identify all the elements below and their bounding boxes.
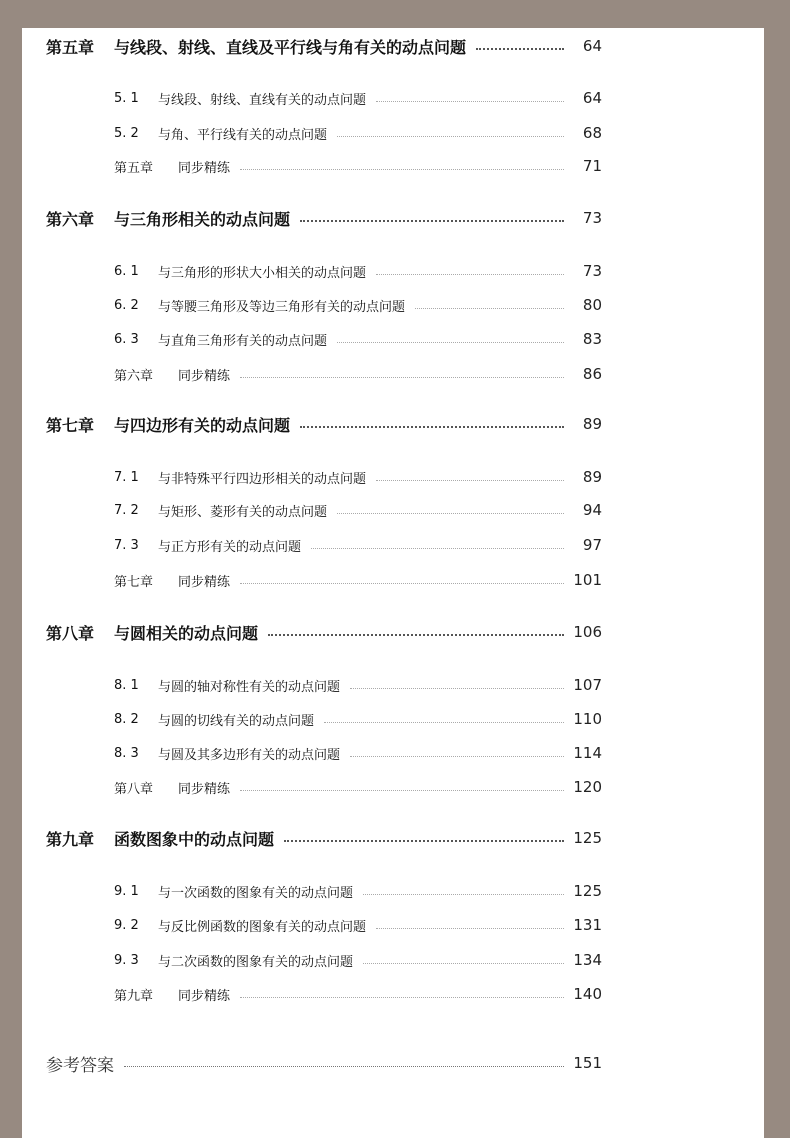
section-number: 8. 3	[114, 745, 139, 761]
section-number: 6. 1	[114, 263, 139, 279]
page-number: 73	[582, 262, 602, 280]
section-entry[interactable]	[114, 880, 602, 902]
section-title: 与线段、射线、直线有关的动点问题	[158, 92, 367, 108]
page-number: 106	[573, 623, 602, 641]
dot-leader	[240, 997, 564, 998]
chapter-title: 与线段、射线、直线及平行线与角有关的动点问题	[114, 37, 467, 57]
practice-title: 同步精练	[178, 781, 231, 797]
section-number: 7. 1	[114, 469, 139, 485]
section-entry[interactable]	[114, 260, 602, 282]
section-number: 9. 2	[114, 917, 139, 933]
page-number: 73	[582, 209, 602, 227]
chapter-title: 与圆相关的动点问题	[114, 623, 259, 643]
section-entry[interactable]	[114, 708, 602, 730]
page-number: 114	[573, 744, 602, 762]
page-number: 89	[582, 468, 602, 486]
section-number: 5. 1	[114, 90, 139, 106]
dot-leader	[324, 722, 564, 723]
dot-leader	[300, 426, 564, 428]
section-entry[interactable]	[114, 914, 602, 936]
practice-title: 同步精练	[178, 160, 231, 176]
practice-entry[interactable]	[114, 569, 602, 591]
chapter-number: 第五章	[46, 37, 95, 57]
section-entry[interactable]	[114, 949, 602, 971]
section-title: 与圆及其多边形有关的动点问题	[158, 747, 341, 763]
chapter-number: 第七章	[46, 415, 95, 435]
section-title: 与一次函数的图象有关的动点问题	[158, 885, 354, 901]
dot-leader	[284, 840, 564, 842]
page-number: 140	[573, 985, 602, 1003]
dot-leader	[376, 480, 564, 481]
toc-page	[22, 28, 764, 1138]
dot-leader	[476, 48, 564, 50]
chapter-number: 第九章	[46, 829, 95, 849]
dot-leader	[350, 688, 564, 689]
dot-leader	[240, 583, 564, 584]
page-number: 68	[582, 124, 602, 142]
dot-leader	[124, 1066, 564, 1067]
dot-leader	[363, 963, 564, 964]
dot-leader	[240, 169, 564, 170]
section-number: 7. 3	[114, 537, 139, 553]
section-title: 与圆的轴对称性有关的动点问题	[158, 679, 341, 695]
chapter-number: 第六章	[46, 209, 95, 229]
section-number: 6. 2	[114, 297, 139, 313]
dot-leader	[415, 308, 564, 309]
page-number: 120	[573, 778, 602, 796]
section-number: 9. 3	[114, 952, 139, 968]
section-title: 与直角三角形有关的动点问题	[158, 333, 328, 349]
section-title: 与等腰三角形及等边三角形有关的动点问题	[158, 299, 406, 315]
page-number: 110	[573, 710, 602, 728]
page-number: 97	[582, 536, 602, 554]
chapter-entry[interactable]	[46, 621, 602, 643]
page-number: 125	[573, 829, 602, 847]
page-number: 89	[582, 415, 602, 433]
dot-leader	[337, 136, 564, 137]
answers-entry[interactable]	[46, 1052, 602, 1074]
practice-chapter-label: 第七章	[114, 574, 154, 590]
page-number: 94	[582, 501, 602, 519]
dot-leader	[337, 342, 564, 343]
page-number: 64	[582, 37, 602, 55]
section-title: 与非特殊平行四边形相关的动点问题	[158, 471, 367, 487]
answers-title: 参考答案	[46, 1055, 114, 1076]
page-number: 83	[582, 330, 602, 348]
section-number: 9. 1	[114, 883, 139, 899]
dot-leader	[376, 101, 564, 102]
practice-chapter-label: 第九章	[114, 988, 154, 1004]
page-number: 80	[582, 296, 602, 314]
section-number: 8. 1	[114, 677, 139, 693]
dot-leader	[300, 220, 564, 222]
chapter-title: 函数图象中的动点问题	[114, 829, 275, 849]
section-title: 与反比例函数的图象有关的动点问题	[158, 919, 367, 935]
practice-title: 同步精练	[178, 574, 231, 590]
practice-chapter-label: 第六章	[114, 368, 154, 384]
section-title: 与角、平行线有关的动点问题	[158, 127, 328, 143]
page-number: 107	[573, 676, 602, 694]
section-title: 与二次函数的图象有关的动点问题	[158, 954, 354, 970]
chapter-title: 与四边形有关的动点问题	[114, 415, 291, 435]
practice-title: 同步精练	[178, 988, 231, 1004]
page-number: 71	[582, 157, 602, 175]
practice-chapter-label: 第五章	[114, 160, 154, 176]
chapter-entry[interactable]	[46, 35, 602, 57]
practice-entry[interactable]	[114, 363, 602, 385]
chapter-title: 与三角形相关的动点问题	[114, 209, 291, 229]
dot-leader	[363, 894, 564, 895]
page-number: 125	[573, 882, 602, 900]
section-entry[interactable]	[114, 674, 602, 696]
practice-entry[interactable]	[114, 776, 602, 798]
section-title: 与三角形的形状大小相关的动点问题	[158, 265, 367, 281]
practice-chapter-label: 第八章	[114, 781, 154, 797]
dot-leader	[240, 377, 564, 378]
dot-leader	[311, 548, 564, 549]
section-entry[interactable]	[114, 122, 602, 144]
page-number: 134	[573, 951, 602, 969]
dot-leader	[337, 513, 564, 514]
section-entry[interactable]	[114, 328, 602, 350]
section-entry[interactable]	[114, 466, 602, 488]
chapter-entry[interactable]	[46, 827, 602, 849]
page-number: 101	[573, 571, 602, 589]
dot-leader	[350, 756, 564, 757]
chapter-number: 第八章	[46, 623, 95, 643]
section-entry[interactable]	[114, 294, 602, 316]
section-entry[interactable]	[114, 499, 602, 521]
dot-leader	[376, 274, 564, 275]
section-number: 7. 2	[114, 502, 139, 518]
section-entry[interactable]	[114, 534, 602, 556]
dot-leader	[376, 928, 564, 929]
page-number: 151	[573, 1054, 602, 1072]
section-entry[interactable]	[114, 742, 602, 764]
practice-title: 同步精练	[178, 368, 231, 384]
chapter-entry[interactable]	[46, 207, 602, 229]
section-number: 6. 3	[114, 331, 139, 347]
section-entry[interactable]	[114, 87, 602, 109]
chapter-entry[interactable]	[46, 413, 602, 435]
dot-leader	[240, 790, 564, 791]
page-number: 131	[573, 916, 602, 934]
section-title: 与矩形、菱形有关的动点问题	[158, 504, 328, 520]
practice-entry[interactable]	[114, 983, 602, 1005]
section-title: 与正方形有关的动点问题	[158, 539, 302, 555]
page-number: 64	[582, 89, 602, 107]
page-number: 86	[582, 365, 602, 383]
practice-entry[interactable]	[114, 155, 602, 177]
dot-leader	[268, 634, 564, 636]
section-number: 8. 2	[114, 711, 139, 727]
section-title: 与圆的切线有关的动点问题	[158, 713, 315, 729]
section-number: 5. 2	[114, 125, 139, 141]
